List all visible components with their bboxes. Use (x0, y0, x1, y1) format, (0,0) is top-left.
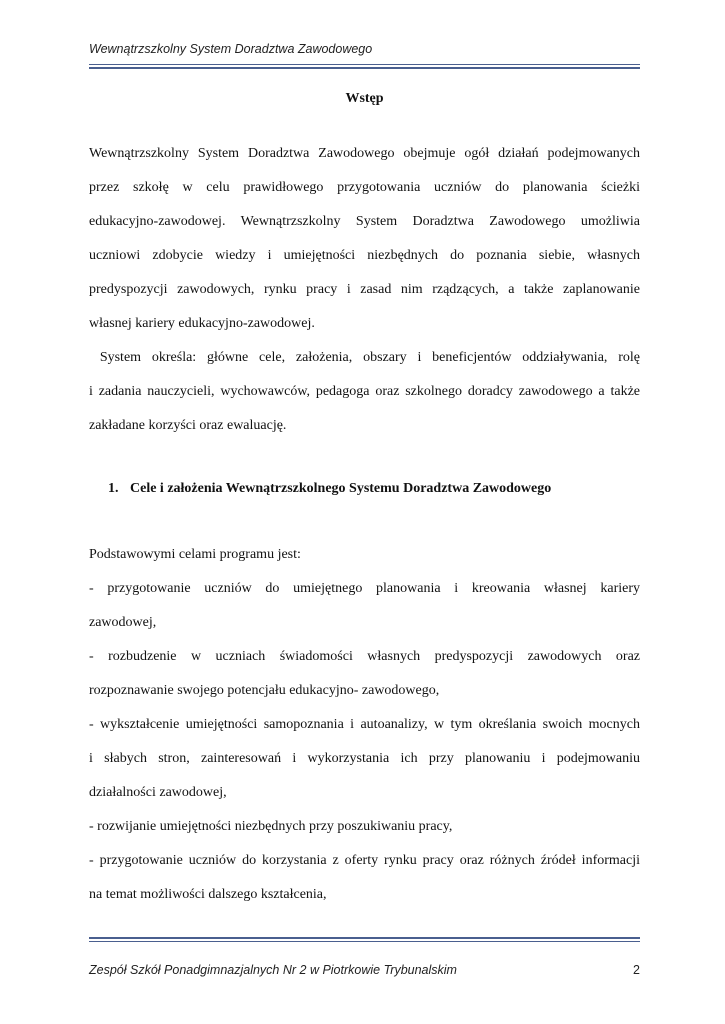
text-line: i zadania nauczycieli, wychowawców, pedagoga oraz szkolnego doradcy zawodowego a także (89, 384, 640, 399)
header-rule (89, 64, 640, 65)
list-item: działalności zawodowej, (89, 785, 227, 800)
intro-heading: Wstęp (345, 91, 384, 106)
list-item: zawodowej, (89, 615, 157, 630)
list-item: na temat możliwości dalszego kształcenia, (89, 887, 327, 902)
header-rule-thick (89, 67, 640, 69)
text-line: Podstawowymi celami programu jest: (89, 547, 301, 562)
intro-paragraph-2 (89, 347, 640, 449)
text-line: System określa: główne cele, założenia, obszary i beneficjentów oddziaływania, rolę (89, 350, 640, 365)
intro-paragraph-1 (89, 143, 640, 347)
text-line: Wewnątrzszkolny System Doradztwa Zawodowego obejmuje ogół działań podejmowanych (89, 146, 640, 161)
page-number: 2 (633, 963, 640, 977)
goals-list (89, 578, 640, 918)
list-item: - przygotowanie uczniów do korzystania z oferty rynku pracy oraz różnych źródeł informacji (89, 853, 640, 868)
text-line: własnej kariery edukacyjno-zawodowej. (89, 316, 315, 331)
section-1-heading (108, 481, 551, 497)
section-1-lead (89, 544, 640, 578)
footer-rule-thick (89, 937, 640, 939)
list-item: i słabych stron, zainteresowań i wykorzystania ich przy planowaniu i podejmowaniu (89, 751, 640, 766)
header-title: Wewnątrzszkolny System Doradztwa Zawodowego (89, 42, 373, 56)
footer-rule (89, 941, 640, 942)
text-line: uczniowi zdobycie wiedzy i umiejętności niezbędnych do poznania siebie, własnych (89, 248, 640, 263)
text-line: przez szkołę w celu prawidłowego przygotowania uczniów do planowania ścieżki (89, 180, 640, 195)
section-number: 1. (108, 481, 119, 496)
section-title: Cele i założenia Wewnątrzszkolnego Systemu Doradztwa Zawodowego (130, 481, 552, 496)
text-line: edukacyjno-zawodowej. Wewnątrzszkolny System Doradztwa Zawodowego umożliwia (89, 214, 640, 229)
list-item: - rozwijanie umiejętności niezbędnych przy poszukiwaniu pracy, (89, 819, 453, 834)
text-line: zakładane korzyści oraz ewaluację. (89, 418, 287, 433)
footer-school-name: Zespół Szkół Ponadgimnazjalnych Nr 2 w Piotrkowie Trybunalskim (89, 963, 457, 977)
text-line: predyspozycji zawodowych, rynku pracy i zasad nim rządzących, a także zaplanowanie (89, 282, 640, 297)
list-item: - przygotowanie uczniów do umiejętnego planowania i kreowania własnej kariery (89, 581, 640, 596)
list-item: rozpoznawanie swojego potencjału edukacyjno- zawodowego, (89, 683, 440, 698)
list-item: - rozbudzenie w uczniach świadomości własnych predyspozycji zawodowych oraz (89, 649, 640, 664)
list-item: - wykształcenie umiejętności samopoznania i autoanalizy, w tym określania swoich mocnych (89, 717, 640, 732)
